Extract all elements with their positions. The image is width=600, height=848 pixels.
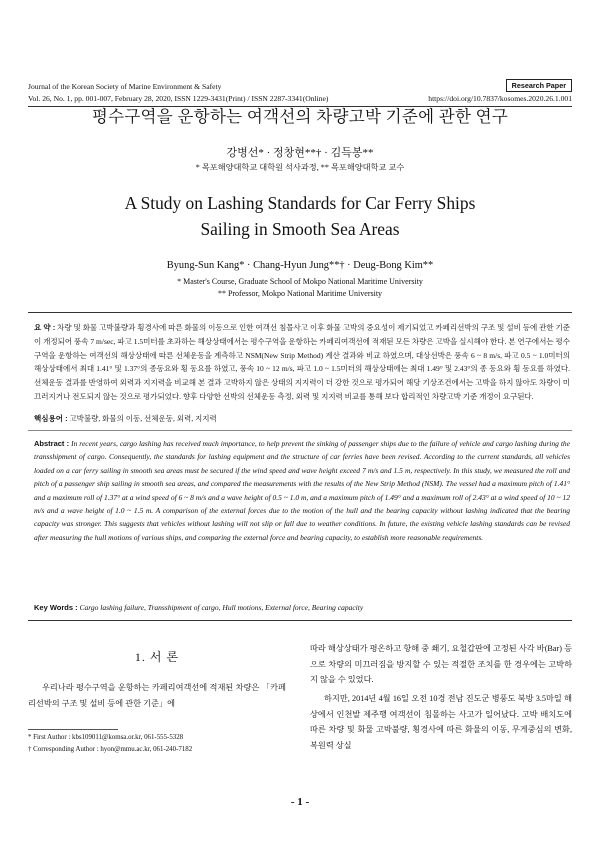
body-left-paragraph: 우리나라 평수구역을 운항하는 카페리여객선에 적재된 차량은 「카페리선박의 구조 및 설비 등에 관한 기준」에	[28, 683, 286, 708]
title-korean: 평수구역을 운항하는 여객선의 차량고박 기준에 관한 연구	[91, 107, 509, 126]
volume-info: Vol. 26, No. 1, pp. 001-007, February 28, 2020, ISSN 1229-3431(Print) / ISSN 2287-3341(Online)	[28, 94, 329, 103]
body-right-paragraph-2: 하지만, 2014년 4월 16일 오전 10경 전남 진도군 병풍도 북방 3.5마일 해상에서 인천발 제주행 여객선이 침몰하는 사고가 일어났다. 고박 배치도에 따른 차량 및 화물 고박불량, 횡경사에 따른 화물의 이동, 무게중심의 변화, 복원력 상실	[310, 694, 572, 750]
footnote-first-author: * First Author : kbs109011@komsa.or.kr, 061-555-5328	[28, 734, 184, 741]
abstract-english	[34, 437, 570, 544]
doi-link[interactable]: https://doi.org/10.7837/kosomes.2020.26.1.001	[428, 94, 572, 103]
keywords-korean	[34, 413, 217, 424]
keywords-english	[34, 603, 363, 612]
section-heading-introduction: 1. 서 론	[134, 650, 180, 664]
abstract-bottom-rule	[28, 620, 572, 621]
keywords-english-text: Cargo lashing failure, Transshipment of cargo, Hull motions, External force, Bearing capacity	[79, 603, 364, 612]
keywords-korean-label: 핵심용어 :	[34, 414, 68, 423]
affiliation-english-1: * Master's Course, Graduate School of Mokpo National Maritime University	[177, 277, 423, 286]
article-type-badge: Research Paper	[506, 79, 572, 92]
keywords-english-label: Key Words :	[34, 603, 78, 612]
authors-korean: 강병선* · 정창현**† · 김득봉**	[226, 147, 374, 159]
abstract-korean-text: 차량 및 화물 고박불량과 횡경사에 따른 화물의 이동으로 인한 여객선 침몰사고 이후 화물 고박의 중요성이 제기되었고 카페리선박의 구조 및 설비 등에 관한 기준이 개정되어 풍속 7 m/sec, 파고 1.5미터를 초과하는 해상상태에서는 평수구역을 운항하는 카페리여객선에 적재된 모든 차량은 고박을 실시해야 한다. 본 연구에서는 평수구역을 운항하는 여객선의 해상상태에 따른 선체운동을 계측하고 NSM(New Strip Method) 계산 결과와 비교 하였으며, 대상선박은 풍속 6 ~ 8 m/s, 파고 0.5 ~ 1.0미터의 해상상태에서 최대 1.41° 및 1.37°의 종동요와 횡 동요를 하였고, 풍속 10 ~ 12 m/s, 파고 1.0 ~ 1.5미터의 해상상태에는 최대 1.49° 및 2.43°의 종 동요와 횡 동요를 하였다. 선체운동 결과를 반영하여 외력과 지지력을 비교해 본 결과 고박하지 않은 상태의 지지력이 더 강한 것으로 평가되어 해당 기상조건에서는 고박을 하지 않아도 차량이 미끄러지거나 전도되지 않는 것으로 평가되었다. 향후 다양한 선박의 선체운동 측정, 외력 및 지지력 비교를 통해 보다 합리적인 차량고박 기준 개정이 요구된다.	[34, 323, 571, 401]
footnote-rule	[28, 729, 118, 730]
affiliation-english-2: ** Professor, Mokpo National Maritime University	[217, 289, 383, 298]
footnote-corresponding-author: † Corresponding Author : hyon@mmu.ac.kr, 061-240-7182	[28, 746, 193, 753]
body-right-paragraph-1: 따라 해상상태가 평온하고 항해 중 쐐기, 요철갑판에 고정된 사각 바(Bar) 등으로 차량의 미끄러짐을 방지할 수 있는 적절한 조치를 한 경우에는 고박하지 않을 수 있었다.	[310, 644, 572, 685]
journal-name: Journal of the Korean Society of Marine Environment & Safety	[28, 82, 222, 91]
keywords-korean-text: 고박불량, 화물의 이동, 선체운동, 외력, 지지력	[69, 414, 217, 423]
page-number: - 1 -	[290, 796, 310, 808]
affiliations-korean: * 목포해양대학교 대학원 석사과정, ** 목포해양대학교 교수	[195, 163, 405, 172]
title-english-line1: A Study on Lashing Standards for Car Ferry Ships	[124, 193, 476, 213]
authors-english: Byung-Sun Kang* · Chang-Hyun Jung**† · Deug-Bong Kim**	[166, 260, 434, 271]
abstract-top-rule	[28, 312, 572, 313]
abstract-english-text: In recent years, cargo lashing has received much importance, to help prevent the sinking of passenger ships due to the failure of vehicle and cargo lashing during the transshipment of cargo. Consequently, the standards for lashing equipment and the structure of car ferries have been revised. According to the current standards, all vehicles loaded on a car ferry sailing in smooth sea areas must be secured if the wind speed and wave height exceed 7 m/s and 1.5 m, respectively. In this study, we measured the roll and pitch of a passenger ship sailing in smooth sea areas, and compared the measurements with the results of the New Strip Method (NSM). The vessel had a maximum pitch of 1.41° and a maximum roll of 1.37° at a wind speed of 6 ~ 8 m/s and a wave height of 0.5 ~ 1.0 m, and a maximum pitch of 1.49° and a maximum roll of 2.43° at a wind speed of 10 ~ 12 m/s and a wave height of 1.0 ~ 1.5 m. A comparison of the external forces due to the motion of the hull and the bearing capacity without lashing indicated that the bearing capacity was stronger. This suggests that vehicles without lashing will not slip or fall due to weather conditions. In future, the existing vehicle lashing standards can be revised after measuring the hull motions of various ships, and comparing the external force and bearing capacity, to establish more reasonable requirements.	[34, 439, 571, 542]
abstract-korean-label: 요 약 :	[34, 323, 56, 332]
abstract-english-label: Abstract :	[34, 439, 70, 448]
abstract-divider	[28, 430, 572, 431]
abstract-korean	[34, 321, 570, 404]
title-english-line2: Sailing in Smooth Sea Areas	[200, 219, 400, 239]
